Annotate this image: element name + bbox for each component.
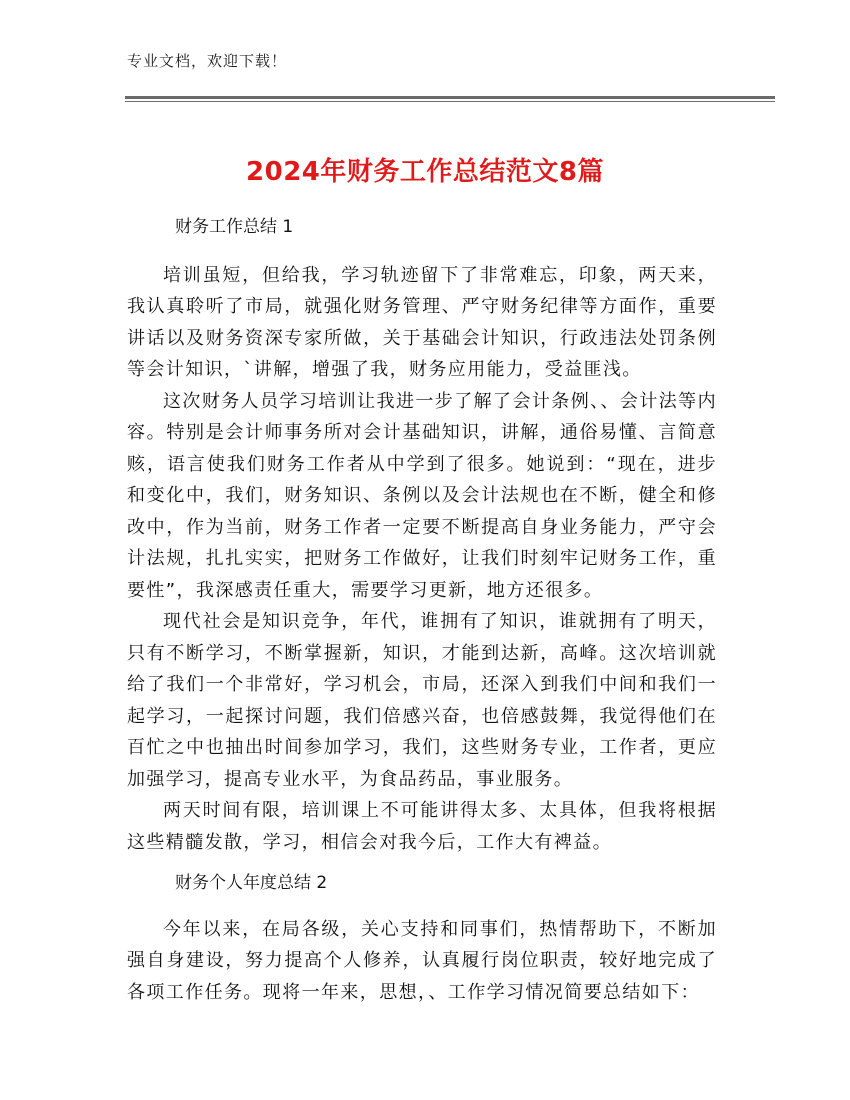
paragraph: 现代社会是知识竞争，年代，谁拥有了知识，谁就拥有了明天，只有不断学习，不断掌握新，知识，才能到达新，高峰。这次培训就给了我们一个非常好，学习机会，市局，还深入到我们中间和我们一起学习，一起探讨问题，我们倍感兴奋，也倍感鼓舞，我觉得他们在百忙之中也抽出时间参加学习，我们，这些财务专业，工作者，更应加强学习，提高专业水平，为食品药品，事业服务。 [127, 611, 717, 790]
paragraph: 今年以来，在局各级，关心支持和同事们，热情帮助下，不断加强自身建设，努力提高个人修养，认真履行岗位职责，较好地完成了各项工作任务。现将一年来，思想，、工作学习情况简要总结如下： [127, 918, 717, 1003]
section-heading: 财务工作总结 1 [175, 217, 294, 237]
section-heading: 财务个人年度总结 2 [175, 873, 328, 893]
document-title: 2024年财务工作总结范文8篇 [246, 157, 604, 187]
header-note: 专业文档，欢迎下载！ [127, 52, 288, 70]
document-body [127, 212, 717, 1008]
header-rule-thin [125, 101, 775, 102]
paragraph: 培训虽短，但给我，学习轨迹留下了非常难忘，印象，两天来，我认真聆听了市局，就强化财务管理、严守财务纪律等方面作，重要讲话以及财务资深专家所做，关于基础会计知识，行政违法处罚条例等会计知识，`讲解，增强了我，财务应用能力，受益匪浅。 [127, 264, 717, 380]
paragraph: 这次财务人员学习培训让我进一步了解了会计条例、、会计法等内容。特别是会计师事务所对会计基础知识，讲解，通俗易懂、言简意赅，语言使我们财务工作者从中学到了很多。她说到：“现在，进步和变化中，我们，财务知识、条例以及会计法规也在不断，健全和修改中，作为当前，财务工作者一定要不断提高自身业务能力，严守会计法规，扎扎实实，把财务工作做好，让我们时刻牢记财务工作，重要性”，我深感责任重大，需要学习更新，地方还很多。 [127, 390, 717, 601]
header-rule-thick [125, 96, 775, 99]
paragraph: 两天时间有限，培训课上不可能讲得太多、太具体，但我将根据这些精髓发散，学习，相信会对我今后，工作大有裨益。 [127, 800, 717, 853]
